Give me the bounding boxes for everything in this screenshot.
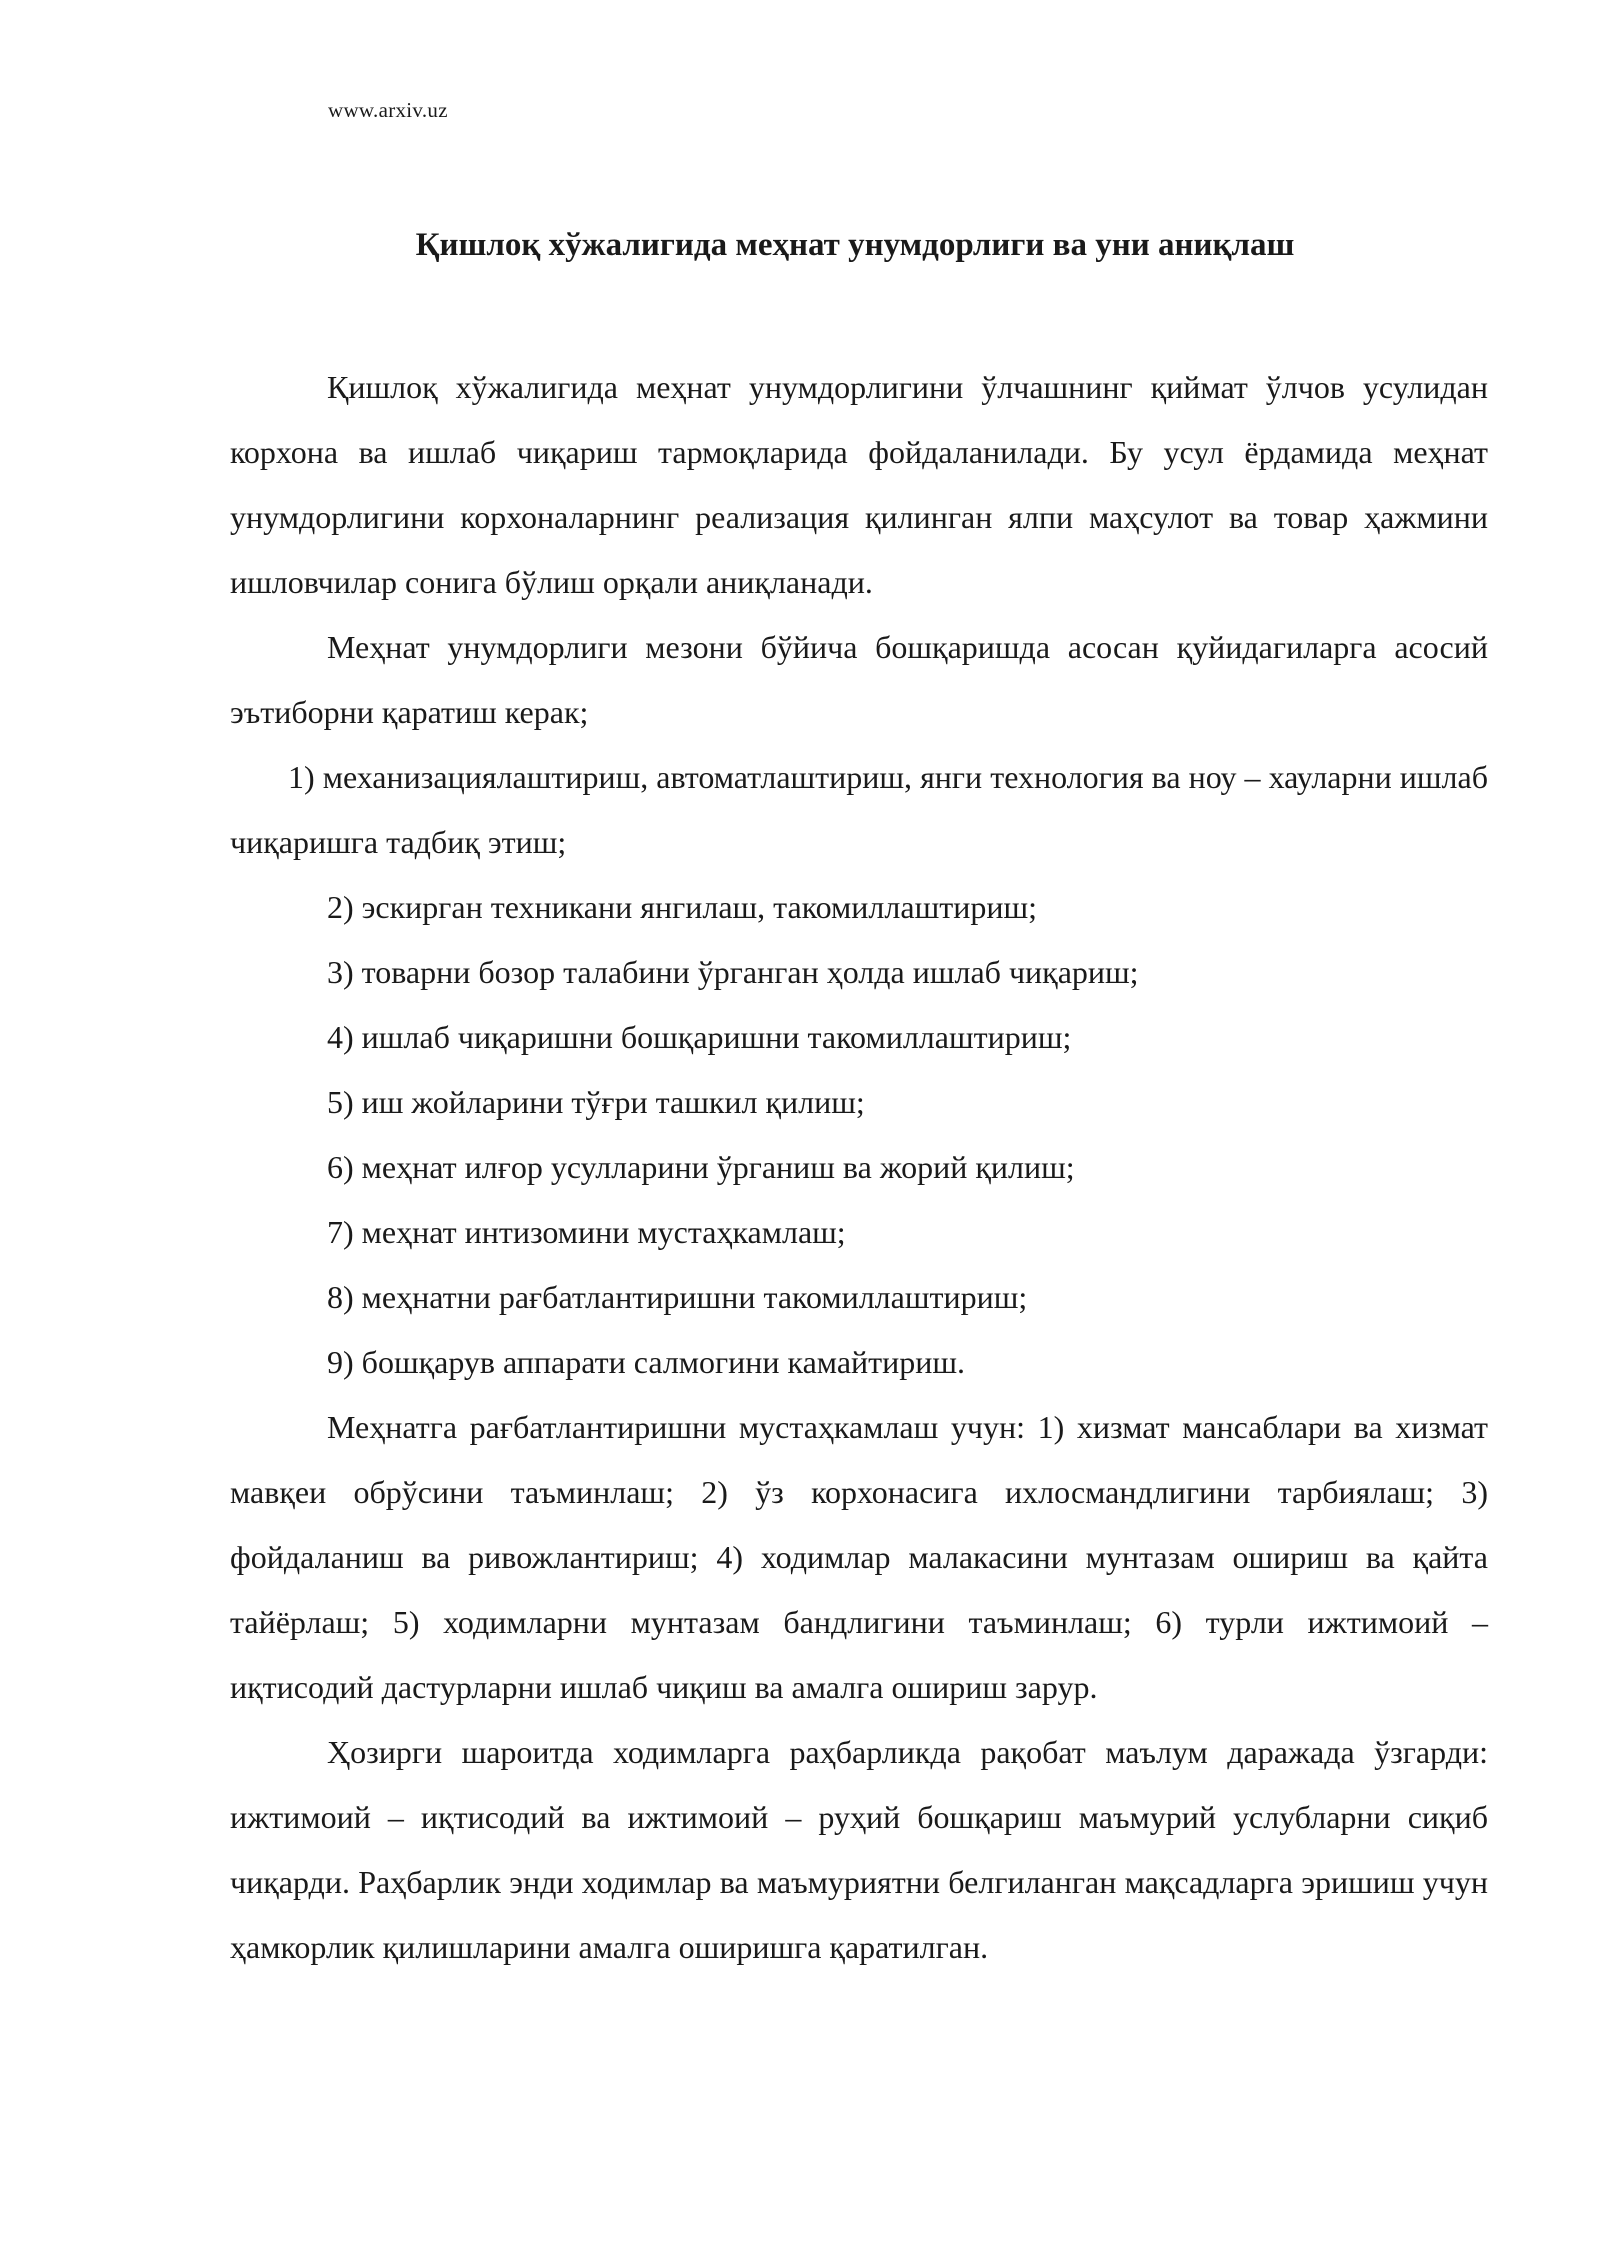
- document-body: [230, 355, 1488, 1980]
- paragraph-incentives: Меҳнатга рағбатлантиришни мустаҳкамлаш учун: 1) хизмат мансаблари ва хизмат мавқеи обрўсини таъминлаш; 2) ўз корхонасига ихлосмандлигини тарбиялаш; 3) фойдаланиш ва ривожлантириш; 4) ходимлар малакасини мунтазам ошириш ва қайта тайёрлаш; 5) ходимларни мунтазам бандлигини таъминлаш; 6) турли ижтимоий – иқтисодий дастурларни ишлаб чиқиш ва амалга ошириш зарур.: [230, 1409, 1488, 1705]
- site-url-header: www.arxiv.uz: [328, 98, 448, 122]
- list-item: 6) меҳнат илғор усулларини ўрганиш ва жорий қилиш;: [327, 1149, 1075, 1185]
- list-item: 2) эскирган техникани янгилаш, такомиллаштириш;: [327, 889, 1037, 925]
- list-item: 3) товарни бозор талабини ўрганган ҳолда ишлаб чиқариш;: [327, 954, 1139, 990]
- list-item: 4) ишлаб чиқаришни бошқаришни такомиллаштириш;: [327, 1019, 1072, 1055]
- document-title: Қишлоқ хўжалигида меҳнат унумдорлиги ва уни аниқлаш: [415, 227, 1295, 263]
- paragraph-criteria: Меҳнат унумдорлиги мезони бўйича бошқаришда асосан қуйидагиларга асосий эътиборни қаратиш керак;: [230, 629, 1488, 730]
- list-item-1: 1) механизациялаштириш, автоматлаштириш, янги технология ва ноу – хауларни ишлаб чиқаришга тадбиқ этиш;: [230, 759, 1488, 860]
- list-item: 7) меҳнат интизомини мустаҳкамлаш;: [327, 1214, 846, 1250]
- list-item: 9) бошқарув аппарати салмогини камайтириш.: [327, 1344, 966, 1380]
- list-item: 5) иш жойларини тўғри ташкил қилиш;: [327, 1084, 865, 1120]
- paragraph-leadership: Ҳозирги шароитда ходимларга раҳбарликда рақобат маълум даражада ўзгарди: ижтимоий – иқтисодий ва ижтимоий – руҳий бошқариш маъмурий услубларни сиқиб чиқарди. Раҳбарлик энди ходимлар ва маъмуриятни белгиланган мақсадларга эришиш учун ҳамкорлик қилишларини амалга оширишга қаратилган.: [230, 1734, 1488, 1965]
- list-item: 8) меҳнатни рағбатлантиришни такомиллаштириш;: [327, 1279, 1028, 1315]
- paragraph-intro: Қишлоқ хўжалигида меҳнат унумдорлигини ўлчашнинг қиймат ўлчов усулидан корхона ва ишлаб чиқариш тармоқларида фойдаланилади. Бу усул ёрдамида меҳнат унумдорлигини корхоналарнинг реализация қилинган ялпи маҳсулот ва товар ҳажмини ишловчилар сонига бўлиш орқали аниқланади.: [230, 369, 1488, 600]
